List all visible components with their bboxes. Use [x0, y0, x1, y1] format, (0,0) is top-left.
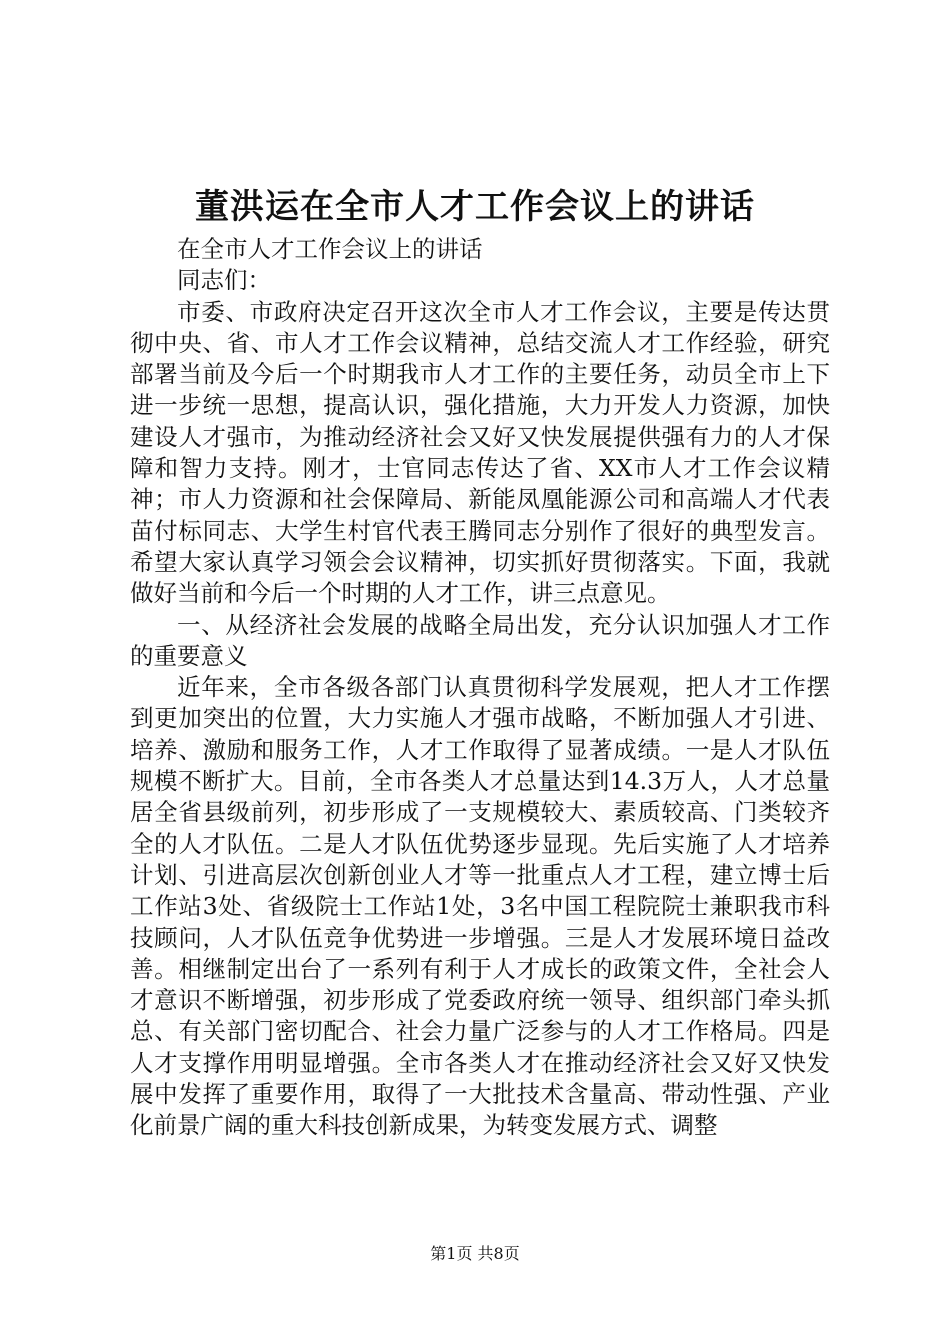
body-paragraph: 市委、市政府决定召开这次全市人才工作会议，主要是传达贯彻中央、省、市人才工作会议精神，总结交流人才工作经验，研究部署当前及今后一个时期我市人才工作的主要任务，动员全市上下进一步统一思想，提高认识，强化措施，大力开发人力资源，加快建设人才强市，为推动经济社会又好又快发展提供强有力的人才保障和智力支持。刚才，士官同志传达了省、XX市人才工作会议精神；市人力资源和社会保障局、新能凤凰能源公司和高端人才代表苗付标同志、大学生村官代表王腾同志分别作了很好的典型发言。希望大家认真学习领会会议精神，切实抓好贯彻落实。下面，我就做好当前和今后一个时期的人才工作，讲三点意见。	[130, 297, 830, 608]
body-paragraph: 近年来，全市各级各部门认真贯彻科学发展观，把人才工作摆到更加突出的位置，大力实施人才强市战略，不断加强人才引进、培养、激励和服务工作，人才工作取得了显著成绩。一是人才队伍规模不断扩大。目前，全市各类人才总量达到14.3万人，人才总量居全省县级前列，初步形成了一支规模较大、素质较高、门类较齐全的人才队伍。二是人才队伍优势逐步显现。先后实施了人才培养计划、引进高层次创新创业人才等一批重点人才工程，建立博士后工作站3处、省级院士工作站1处，3名中国工程院院士兼职我市科技顾问，人才队伍竞争优势进一步增强。三是人才发展环境日益改善。相继制定出台了一系列有利于人才成长的政策文件，全社会人才意识不断增强，初步形成了党委政府统一领导、组织部门牵头抓总、有关部门密切配合、社会力量广泛参与的人才工作格局。四是人才支撑作用明显增强。全市各类人才在推动经济社会又好又快发展中发挥了重要作用，取得了一大批技术含量高、带动性强、产业化前景广阔的重大科技创新成果，为转变发展方式、调整	[130, 673, 830, 1140]
page-footer: 第1页 共8页	[430, 1244, 520, 1263]
document-title: 董洪运在全市人才工作会议上的讲话	[195, 187, 755, 227]
section-heading: 一、从经济社会发展的战略全局出发，充分认识加强人才工作的重要意义	[130, 610, 830, 670]
document-body	[130, 234, 830, 1142]
salutation: 同志们：	[177, 266, 271, 295]
speech-subtitle: 在全市人才工作会议上的讲话	[177, 235, 483, 263]
